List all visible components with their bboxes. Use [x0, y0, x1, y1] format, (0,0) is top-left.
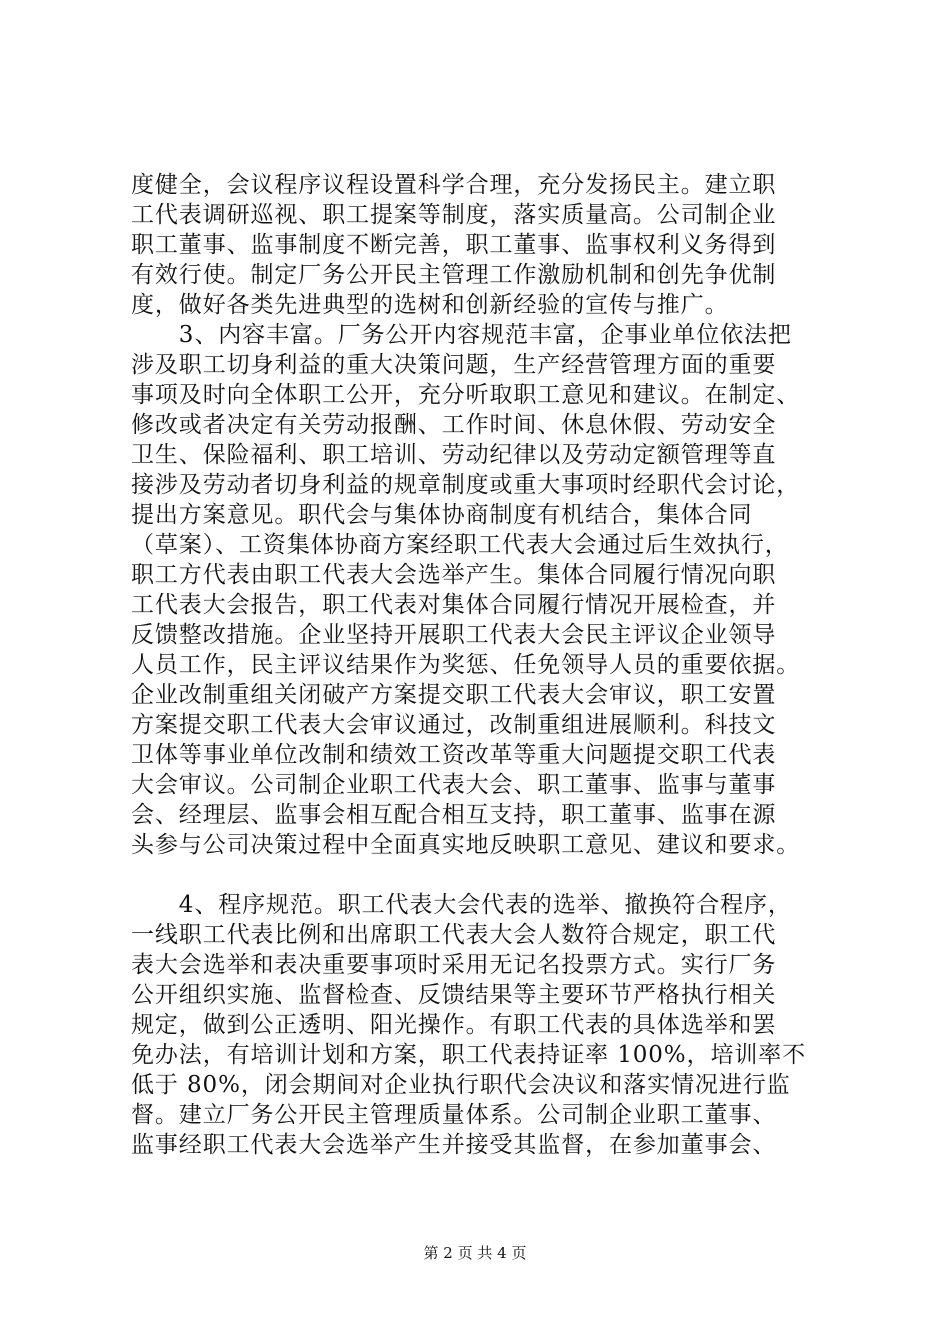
- text-line: 度，做好各类先进典型的选树和创新经验的宣传与推广。: [131, 292, 729, 318]
- text-line: 4、程序规范。职工代表大会代表的选举、撤换符合程序，: [131, 892, 792, 918]
- page-number-footer: 第 2 页 共 4 页: [423, 1244, 527, 1262]
- text-line: 督。建立厂务公开民主管理质量体系。公司制企业职工董事、: [131, 1102, 777, 1128]
- text-line: 职工董事、监事制度不断完善，职工董事、监事权利义务得到: [131, 232, 777, 258]
- text-line: 头参与公司决策过程中全面真实地反映职工意见、建议和要求。: [131, 832, 801, 858]
- text-line: 卫体等事业单位改制和绩效工资改革等重大问题提交职工代表: [131, 742, 777, 768]
- paragraph-2: [131, 320, 853, 860]
- paragraph-spacer: [131, 860, 853, 890]
- document-body: [131, 170, 853, 1160]
- text-line: 低于 80%，闭会期间对企业执行职代会决议和落实情况进行监: [131, 1072, 791, 1098]
- text-line: 有效行使。制定厂务公开民主管理工作激励机制和创先争优制: [131, 262, 777, 288]
- text-line: 度健全，会议程序议程设置科学合理，充分发扬民主。建立职: [131, 172, 777, 198]
- text-line: 表大会选举和表决重要事项时采用无记名投票方式。实行厂务: [131, 952, 777, 978]
- text-line: （草案）、工资集体协商方案经职工代表大会通过后生效执行，: [131, 532, 789, 558]
- text-line: 反馈整改措施。企业坚持开展职工代表大会民主评议企业领导: [131, 622, 777, 648]
- paragraph-3: [131, 890, 853, 1160]
- text-line: 3、内容丰富。厂务公开内容规范丰富，企事业单位依法把: [131, 322, 792, 348]
- text-line: 一线职工代表比例和出席职工代表大会人数符合规定，职工代: [131, 922, 777, 948]
- text-line: 涉及职工切身利益的重大决策问题，生产经营管理方面的重要: [131, 352, 777, 378]
- text-line: 接涉及劳动者切身利益的规章制度或重大事项时经职代会讨论，: [131, 472, 801, 498]
- text-line: 人员工作，民主评议结果作为奖惩、任免领导人员的重要依据。: [131, 652, 801, 678]
- text-line: 工代表大会报告，职工代表对集体合同履行情况开展检查，并: [131, 592, 777, 618]
- text-line: 修改或者决定有关劳动报酬、工作时间、休息休假、劳动安全: [131, 412, 777, 438]
- text-line: 会、经理层、监事会相互配合相互支持，职工董事、监事在源: [131, 802, 777, 828]
- text-line: 企业改制重组关闭破产方案提交职工代表大会审议，职工安置: [131, 682, 777, 708]
- text-line: 事项及时向全体职工公开，充分听取职工意见和建议。在制定、: [131, 382, 801, 408]
- text-line: 免办法，有培训计划和方案，职工代表持证率 100%，培训率不: [131, 1042, 807, 1068]
- text-line: 提出方案意见。职代会与集体协商制度有机结合，集体合同: [131, 502, 753, 528]
- text-line: 职工方代表由职工代表大会选举产生。集体合同履行情况向职: [131, 562, 777, 588]
- text-line: 大会审议。公司制企业职工代表大会、职工董事、监事与董事: [131, 772, 777, 798]
- text-line: 监事经职工代表大会选举产生并接受其监督，在参加董事会、: [131, 1132, 777, 1158]
- paragraph-1: [131, 170, 853, 320]
- text-line: 卫生、保险福利、职工培训、劳动纪律以及劳动定额管理等直: [131, 442, 777, 468]
- text-line: 方案提交职工代表大会审议通过，改制重组进展顺利。科技文: [131, 712, 777, 738]
- text-line: 规定，做到公正透明、阳光操作。有职工代表的具体选举和罢: [131, 1012, 777, 1038]
- text-line: 公开组织实施、监督检查、反馈结果等主要环节严格执行相关: [131, 982, 777, 1008]
- text-line: 工代表调研巡视、职工提案等制度，落实质量高。公司制企业: [131, 202, 777, 228]
